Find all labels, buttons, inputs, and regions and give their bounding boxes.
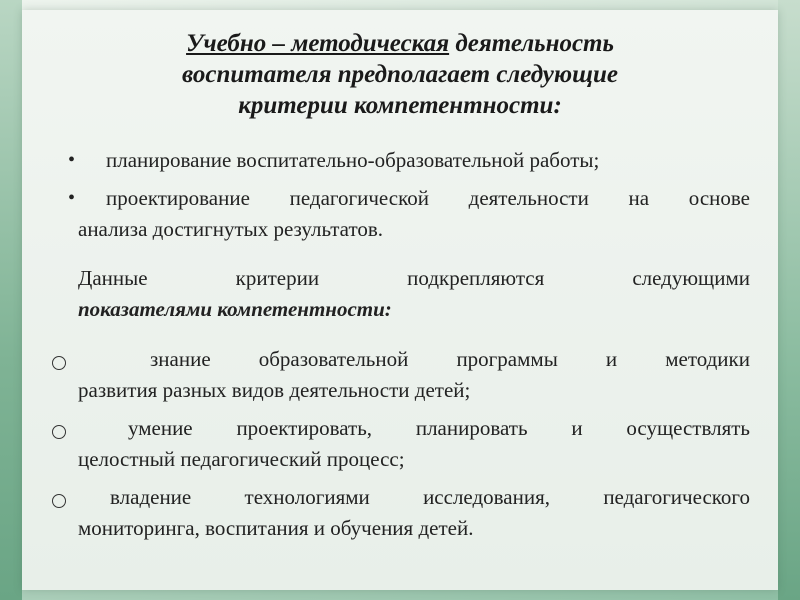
indicator-2-line2: целостный педагогический процесс; <box>78 447 405 471</box>
indicator-2-line1: умение проектировать, планировать и осуществлять <box>128 416 750 440</box>
circle-bullet-icon <box>52 425 66 439</box>
paragraph-emphasis: показателями компетентности: <box>78 297 392 321</box>
indicator-1-line2: развития разных видов деятельности детей; <box>78 378 471 402</box>
title-line3: критерии компетентности: <box>238 92 562 119</box>
circle-bullet-icon <box>52 494 66 508</box>
title-line1-rest: деятельность <box>449 30 614 57</box>
indicator-1-line1: знание образовательной программы и методики <box>150 347 750 371</box>
criterion-2-line2: анализа достигнутых результатов. <box>78 217 384 241</box>
indicator-3-line2: мониторинга, воспитания и обучения детей. <box>78 516 474 540</box>
paragraph-line1: Данные критерии подкрепляются следующими <box>78 266 750 290</box>
right-decor-stripe <box>778 0 800 600</box>
criterion-2-line1: проектирование педагогической деятельности на основе <box>106 186 750 210</box>
bullet-icon: • <box>68 187 76 209</box>
title-line2: воспитателя предполагает следующие <box>182 61 618 88</box>
circle-bullet-icon <box>52 356 66 370</box>
bullet-icon: • <box>68 149 76 171</box>
criterion-1: планирование воспитательно-образовательной работы; <box>106 148 600 172</box>
indicator-3-line1: владение технологиями исследования, педагогического <box>110 485 750 509</box>
left-decor-stripe <box>0 0 22 600</box>
slide-title <box>60 28 740 121</box>
title-underlined: Учебно – методическая <box>186 30 450 57</box>
